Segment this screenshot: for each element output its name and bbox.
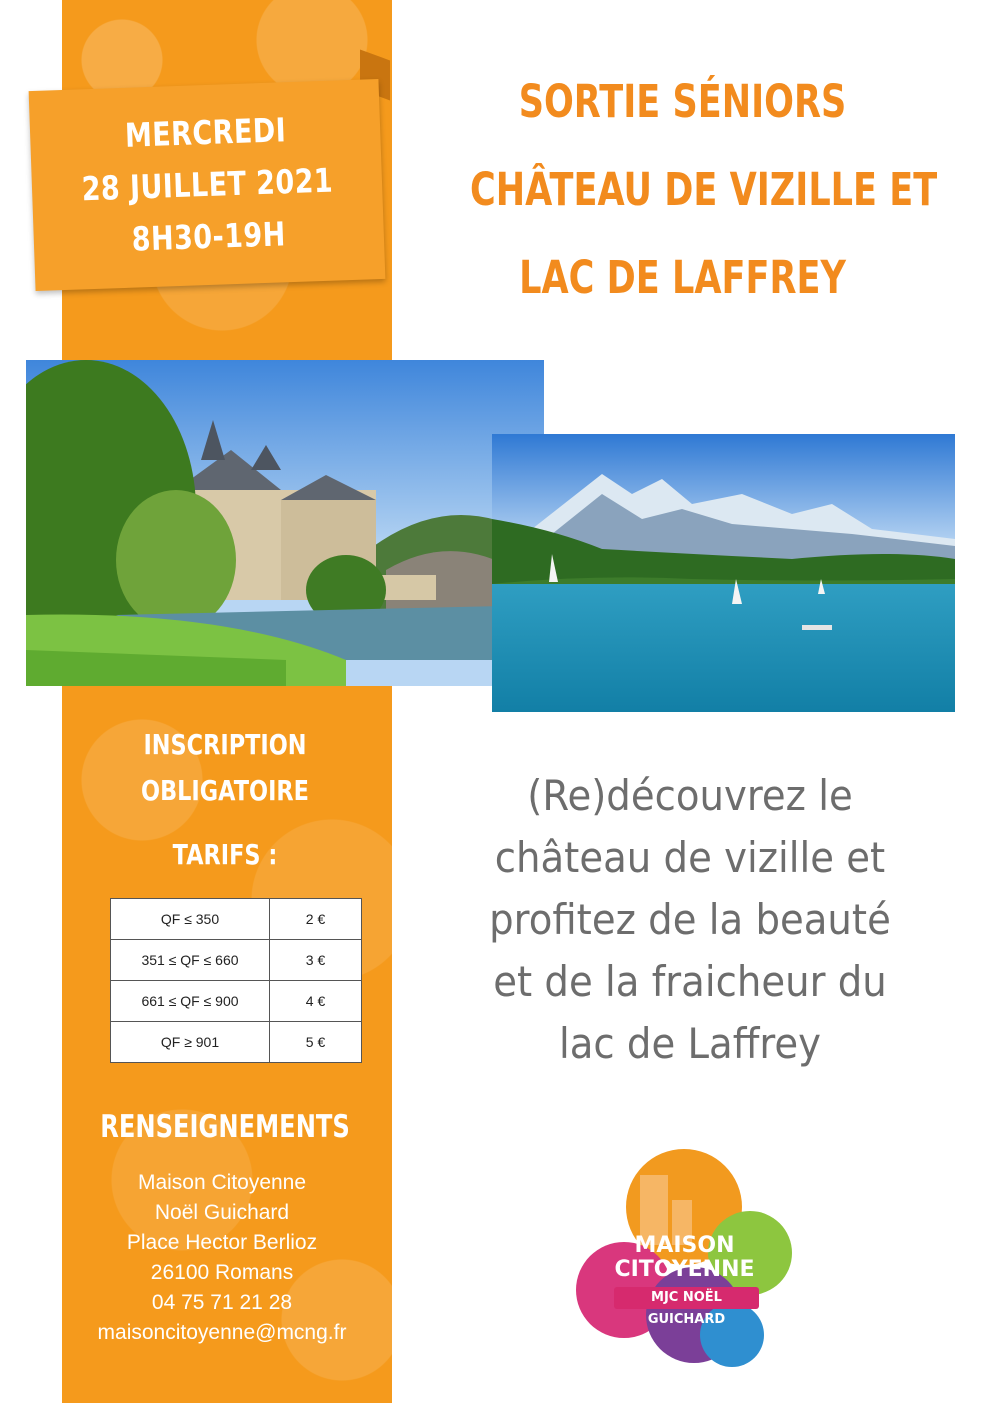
table-row (111, 899, 362, 940)
tarifs-heading (30, 835, 420, 875)
page-title (410, 58, 955, 322)
qf-cell: QF ≤ 350 (111, 899, 270, 940)
inscription-line-1: INSCRIPTION (143, 728, 307, 761)
maison-citoyenne-logo (572, 1145, 797, 1370)
table-row (111, 981, 362, 1022)
tagline-line: profitez de la beauté (489, 895, 891, 944)
logo-line-2: CITOYENNE (614, 1257, 755, 1282)
price-cell: 2 € (270, 899, 362, 940)
contact-city: 26100 Romans (150, 1261, 294, 1284)
chateau-photo (26, 360, 544, 686)
date-ribbon (29, 79, 386, 291)
qf-cell: 661 ≤ QF ≤ 900 (111, 981, 270, 1022)
tagline-line: château de vizille et (494, 833, 886, 882)
title-line-1: SORTIE SÉNIORS (518, 75, 847, 128)
tagline-line: lac de Laffrey (558, 1019, 822, 1068)
tagline (420, 765, 960, 1075)
table-row (111, 940, 362, 981)
price-cell: 4 € (270, 981, 362, 1022)
renseignements-heading (30, 1105, 420, 1149)
contact-name-2: Noël Guichard (154, 1201, 290, 1224)
tarifs-label: TARIFS : (172, 838, 278, 871)
logo-line-1: MAISON (634, 1233, 735, 1258)
date-day: MERCREDI (123, 110, 287, 155)
title-line-3: LAC DE LAFFREY (519, 251, 846, 304)
tagline-line: et de la fraicheur du (493, 957, 887, 1006)
contact-block (62, 1168, 382, 1348)
price-cell: 5 € (270, 1022, 362, 1063)
contact-name-1: Maison Citoyenne (137, 1171, 307, 1194)
renseignements-label: RENSEIGNEMENTS (100, 1109, 350, 1145)
logo-line-3: MJC NOËL GUICHARD (614, 1287, 759, 1309)
tagline-line: (Re)découvrez le (527, 771, 853, 820)
date-full: 28 JUILLET 2021 (80, 160, 334, 209)
contact-email[interactable]: maisoncitoyenne@mcng.fr (97, 1321, 347, 1344)
price-cell: 3 € (270, 940, 362, 981)
table-row (111, 1022, 362, 1063)
inscription-line-2: OBLIGATOIRE (141, 774, 309, 807)
contact-phone: 04 75 71 21 28 (151, 1291, 293, 1314)
title-line-2: CHÂTEAU DE VIZILLE ET (469, 163, 938, 216)
qf-cell: 351 ≤ QF ≤ 660 (111, 940, 270, 981)
lake-photo (492, 434, 955, 712)
inscription-heading (30, 722, 420, 814)
date-hours: 8H30-19H (131, 214, 287, 259)
tarifs-table (110, 898, 362, 1063)
qf-cell: QF ≥ 901 (111, 1022, 270, 1063)
contact-address: Place Hector Berlioz (126, 1231, 318, 1254)
